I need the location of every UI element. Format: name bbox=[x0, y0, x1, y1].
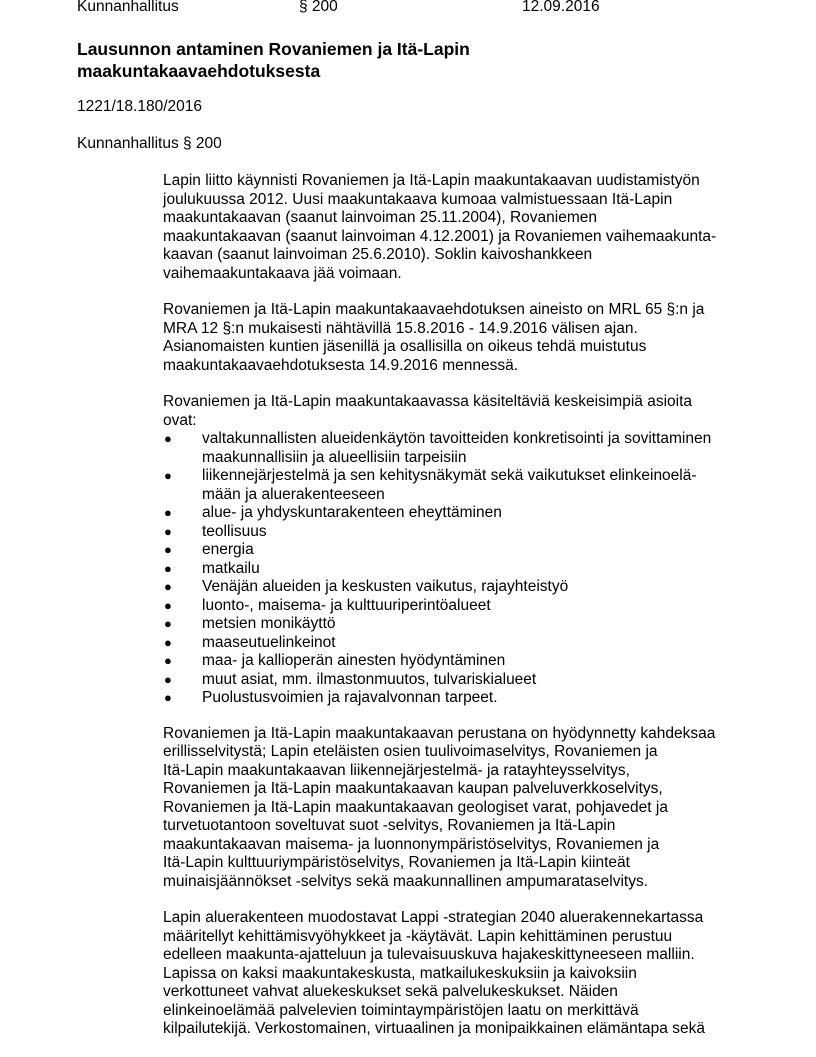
text-line: Lapissa on kaksi maakuntakeskusta, matkailukeskuksiin ja kaivoksiin bbox=[163, 964, 637, 982]
text-line: MRA 12 §:n mukaisesti nähtävillä 15.8.2016 - 14.9.2016 välisen ajan. bbox=[163, 319, 638, 337]
list-item bbox=[163, 523, 763, 542]
list-item bbox=[163, 671, 763, 690]
list-item-text: energia bbox=[202, 541, 254, 558]
list-item-text: alue- ja yhdyskuntarakenteen eheyttäminen bbox=[202, 504, 502, 521]
text-line: verkottuneet vahvat aluekeskukset sekä palvelukeskukset. Näiden bbox=[163, 983, 618, 1000]
paragraph-regional-structure bbox=[163, 909, 763, 1039]
paragraph-background bbox=[163, 172, 763, 283]
text-line: vaihemaakuntakaava jää voimaan. bbox=[163, 264, 402, 282]
topics-list bbox=[163, 430, 763, 708]
list-item-text: muut asiat, mm. ilmastonmuutos, tulvariskialueet bbox=[202, 670, 537, 688]
text-line: edelleen maakunta-ajatteluun ja tulevaisuuskuva hajakeskittyneeseen malliin. bbox=[163, 946, 695, 963]
header-body-name: Kunnanhallitus bbox=[77, 0, 179, 15]
bullet-icon: ● bbox=[164, 468, 172, 483]
list-item bbox=[163, 430, 763, 467]
list-item-text: matkailu bbox=[202, 559, 260, 577]
document-header bbox=[77, 0, 777, 17]
list-item-text: luonto-, maisema- ja kulttuuriperintöalueet bbox=[202, 596, 491, 614]
text-line: maakuntakaavan (saanut lainvoiman 4.12.2001) ja Rovaniemen vaihemaakunta- bbox=[163, 227, 717, 245]
list-item bbox=[163, 541, 763, 560]
text-line: määritellyt kehittämisvyöhykkeet ja -käytävät. Lapin kehittäminen perustuu bbox=[163, 927, 673, 945]
list-item-text: Puolustusvoimien ja rajavalvonnan tarpeet. bbox=[202, 689, 498, 706]
diary-number: 1221/18.180/2016 bbox=[77, 98, 202, 115]
paragraph-public-display bbox=[163, 301, 763, 375]
header-meeting-date: 12.09.2016 bbox=[522, 0, 600, 15]
list-item-text: maa- ja kallioperän ainesten hyödyntäminen bbox=[202, 652, 506, 669]
bullet-icon: ● bbox=[164, 690, 172, 705]
text-line: kaavan (saanut lainvoiman 25.6.2010). Soklin kaivoshankkeen bbox=[163, 246, 593, 263]
text-line: maakuntakaavan (saanut lainvoiman 25.11.2004), Rovaniemen bbox=[163, 209, 597, 226]
text-line: erillisselvitystä; Lapin eteläisten osien tuulivoimaselvitys, Rovaniemen ja bbox=[163, 743, 658, 760]
list-item-text: valtakunnallisten alueidenkäytön tavoitteiden konkretisointi ja sovittaminen bbox=[202, 430, 712, 447]
bullet-icon: ● bbox=[164, 653, 172, 668]
title-line: Lausunnon antaminen Rovaniemen ja Itä-Lapin bbox=[77, 39, 470, 59]
bullet-icon: ● bbox=[164, 560, 172, 576]
list-item bbox=[163, 689, 763, 708]
list-item-text: maakunnallisiin ja alueellisiin tarpeisiin bbox=[202, 448, 467, 466]
list-item-text: metsien monikäyttö bbox=[202, 615, 336, 632]
text-line: Rovaniemen ja Itä-Lapin maakuntakaavan geologiset varat, pohjavedet ja bbox=[163, 798, 668, 816]
text-line: ovat: bbox=[163, 411, 197, 429]
document-title bbox=[77, 38, 637, 82]
title-line: maakuntakaavaehdotuksesta bbox=[77, 61, 321, 81]
bullet-icon: ● bbox=[164, 579, 172, 594]
bullet-icon: ● bbox=[164, 542, 172, 557]
bullet-icon: ● bbox=[164, 431, 172, 446]
list-item bbox=[163, 467, 763, 504]
list-item-text: maaseutuelinkeinot bbox=[202, 633, 336, 651]
list-item-text: teollisuus bbox=[202, 522, 267, 540]
list-item-text: liikennejärjestelmä ja sen kehitysnäkymät sekä vaikutukset elinkeinoelä- bbox=[202, 467, 697, 484]
bullet-icon: ● bbox=[164, 634, 172, 650]
list-item bbox=[163, 560, 763, 579]
list-item-text: Venäjän alueiden ja keskusten vaikutus, rajayhteistyö bbox=[202, 578, 569, 595]
header-section-number: § 200 bbox=[299, 0, 338, 15]
text-line: Asianomaisten kuntien jäsenillä ja osallisilla on oikeus tehdä muistutus bbox=[163, 338, 647, 355]
bullet-icon: ● bbox=[164, 671, 172, 687]
text-line: Itä-Lapin kulttuuriympäristöselvitys, Rovaniemen ja Itä-Lapin kiinteät bbox=[163, 854, 630, 871]
paragraph-topics-intro bbox=[163, 393, 763, 430]
text-line: muinaisjäännökset -selvitys sekä maakunnallinen ampumarataselvitys. bbox=[163, 872, 649, 890]
list-item bbox=[163, 597, 763, 616]
bullet-icon: ● bbox=[164, 597, 172, 613]
text-line: maakuntakaavaehdotuksesta 14.9.2016 mennessä. bbox=[163, 356, 519, 374]
text-line: kilpailutekijä. Verkostomainen, virtuaalinen ja monipaikkainen elämäntapa sekä bbox=[163, 1020, 705, 1037]
list-item bbox=[163, 578, 763, 597]
list-item bbox=[163, 652, 763, 671]
list-item bbox=[163, 634, 763, 653]
text-line: turvetuotantoon soveltuvat suot -selvitys, Rovaniemen ja Itä-Lapin bbox=[163, 817, 616, 834]
bullet-icon: ● bbox=[164, 523, 172, 539]
bullet-icon: ● bbox=[164, 505, 172, 520]
document-body bbox=[163, 172, 763, 1057]
text-line: Lapin aluerakenteen muodostavat Lappi -strategian 2040 aluerakennekartassa bbox=[163, 909, 704, 926]
text-line: Rovaniemen ja Itä-Lapin maakuntakaavaehdotuksen aineisto on MRL 65 §:n ja bbox=[163, 301, 705, 318]
text-line: Rovaniemen ja Itä-Lapin maakuntakaavassa käsiteltäviä keskeisimpiä asioita bbox=[163, 393, 692, 410]
paragraph-surveys bbox=[163, 725, 763, 892]
text-line: joulukuussa 2012. Uusi maakuntakaava kumoaa valmistuessaan Itä-Lapin bbox=[163, 190, 673, 208]
text-line: maakuntakaavan maisema- ja luonnonympäristöselvitys, Rovaniemen ja bbox=[163, 835, 660, 853]
text-line: Rovaniemen ja Itä-Lapin maakuntakaavan perustana on hyödynnetty kahdeksaa bbox=[163, 724, 716, 742]
text-line: Lapin liitto käynnisti Rovaniemen ja Itä-Lapin maakuntakaavan uudistamistyön bbox=[163, 172, 700, 189]
section-reference: Kunnanhallitus § 200 bbox=[77, 135, 222, 152]
text-line: Rovaniemen ja Itä-Lapin maakuntakaavan kaupan palveluverkkoselvitys, bbox=[163, 780, 663, 797]
text-line: Itä-Lapin maakuntakaavan liikennejärjestelmä- ja ratayhteysselvitys, bbox=[163, 761, 630, 779]
list-item bbox=[163, 504, 763, 523]
list-item bbox=[163, 615, 763, 634]
list-item-text: mään ja aluerakenteeseen bbox=[202, 485, 385, 503]
text-line: elinkeinoelämää palvelevien toimintaympäristöjen laatu on merkittävä bbox=[163, 1001, 639, 1019]
bullet-icon: ● bbox=[164, 616, 172, 631]
